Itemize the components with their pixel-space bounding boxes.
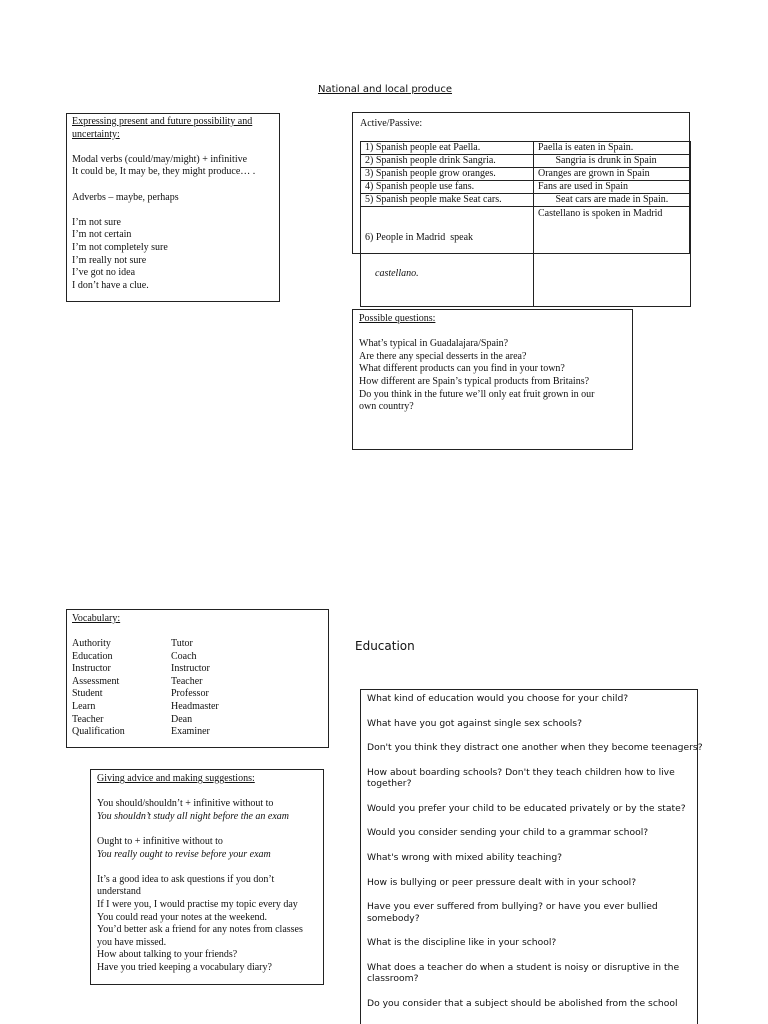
active-cell: 5) Spanish people make Seat cars.: [361, 194, 534, 207]
page-title: National and local produce: [318, 84, 453, 95]
education-question: [367, 901, 707, 924]
heading-line: uncertainty:: [72, 128, 120, 140]
education-question: [367, 998, 707, 1009]
vocab-word: Authority: [72, 638, 111, 649]
education-questions: [367, 693, 707, 1022]
vocab-word: Qualification: [72, 726, 125, 738]
question-line: What kind of education would you choose for your child?: [367, 693, 629, 704]
education-heading: Education: [355, 639, 415, 653]
education-question: [367, 742, 707, 753]
education-question: [367, 718, 707, 729]
advice-heading: Giving advice and making suggestions:: [97, 773, 255, 784]
passive-cell: Sangria is drunk in Spain: [534, 155, 691, 168]
modal-line: It could be, It may be, they might produce… .: [72, 166, 256, 178]
education-question: [367, 877, 707, 888]
question-line: Would you consider sending your child to a grammar school?: [367, 827, 649, 839]
vocab-word: Instructor: [171, 663, 210, 675]
vocab-word: Teacher: [171, 675, 203, 687]
advice-box: [90, 769, 324, 985]
advice-example: You shouldn’t study all night before the an exam: [97, 810, 290, 822]
question-line: own country?: [359, 401, 414, 413]
active-cell: 4) Spanish people use fans.: [361, 181, 534, 194]
advice-tip: you have missed.: [97, 936, 167, 948]
vocab-word: Coach: [171, 650, 197, 662]
vocab-word: Dean: [171, 713, 193, 725]
question-line: Would you prefer your child to be educated privately or by the state?: [367, 802, 686, 814]
question-line: Have you ever suffered from bullying? or have you ever bullied: [367, 901, 658, 913]
question-line: classroom?: [367, 973, 419, 985]
education-question: [367, 693, 707, 704]
active-cell: 1) Spanish people eat Paella.: [361, 142, 534, 155]
passive-cell: Paella is eaten in Spain.: [534, 142, 691, 155]
table-row: [361, 142, 691, 155]
education-question: [367, 852, 707, 863]
question-line: What is the discipline like in your school?: [367, 937, 557, 949]
advice-tip: If I were you, I would practise my topic every day: [97, 898, 298, 910]
active-passive-heading: Active/Passive:: [360, 118, 423, 129]
active-cell: [361, 207, 534, 307]
active-cell: 3) Spanish people grow oranges.: [361, 168, 534, 181]
possible-questions-box: [352, 309, 633, 450]
vocab-word: Education: [72, 650, 113, 662]
question-line: What have you got against single sex schools?: [367, 717, 582, 729]
phrase-item: I’ve got no idea: [72, 267, 136, 279]
vocab-word: Headmaster: [171, 700, 219, 712]
vocab-word: Assessment: [72, 675, 120, 687]
advice-tip: It’s a good idea to ask questions if you don’t: [97, 873, 275, 885]
passive-cell: Oranges are grown in Spain: [534, 168, 691, 181]
question-line: Do you think in the future we’ll only eat fruit grown in our: [359, 388, 595, 400]
advice-tip: understand: [97, 886, 141, 898]
phrase-item: I’m not sure: [72, 216, 121, 228]
phrase-item: I’m not certain: [72, 229, 132, 241]
vocab-word: Examiner: [171, 726, 210, 738]
question-line: Do you consider that a subject should be abolished from the school: [367, 997, 678, 1009]
education-question: [367, 803, 707, 814]
modal-line: Modal verbs (could/may/might) + infinitive: [72, 153, 248, 165]
question-line: What’s typical in Guadalajara/Spain?: [359, 338, 509, 350]
adverbs-line: Adverbs – maybe, perhaps: [72, 191, 179, 203]
vocab-word: Learn: [72, 700, 96, 712]
active-text: 6) People in Madrid speak: [365, 232, 474, 243]
table-row: [361, 207, 691, 307]
advice-rule: You should/shouldn’t + infinitive without to: [97, 798, 274, 810]
vocabulary-box: [66, 609, 329, 748]
table-row: [361, 181, 691, 194]
active-cell: 2) Spanish people drink Sangria.: [361, 155, 534, 168]
education-question: [367, 827, 707, 838]
question-line: Don't you think they distract one another when they become teenagers?: [367, 742, 703, 754]
question-line: together?: [367, 778, 412, 790]
question-line: What does a teacher do when a student is noisy or disruptive in the: [367, 961, 680, 973]
possibility-box: [66, 113, 280, 302]
possible-questions-heading: Possible questions:: [359, 313, 436, 324]
vocab-word: Professor: [171, 688, 209, 700]
passive-cell: Seat cars are made in Spain.: [534, 194, 691, 207]
advice-tip: Have you tried keeping a vocabulary diary?: [97, 961, 272, 973]
advice-tip: You’d better ask a friend for any notes from classes: [97, 924, 303, 936]
question-line: somebody?: [367, 912, 420, 924]
question-line: How different are Spain’s typical products from Britains?: [359, 375, 590, 387]
passive-cell: Fans are used in Spain: [534, 181, 691, 194]
active-passive-box: [352, 112, 690, 279]
advice-tip: You could read your notes at the weekend.: [97, 911, 268, 923]
heading-line: Expressing present and future possibility and: [72, 116, 253, 127]
vocab-word: Teacher: [72, 713, 104, 725]
vocab-word: Tutor: [171, 638, 193, 649]
education-question: [367, 962, 707, 985]
phrase-item: I’m really not sure: [72, 254, 147, 266]
advice-rule: Ought to + infinitive without to: [97, 835, 223, 847]
question-line: How is bullying or peer pressure dealt with in your school?: [367, 876, 637, 888]
vocabulary-column-2: [171, 638, 219, 739]
passive-cell: Castellano is spoken in Madrid: [534, 207, 691, 307]
table-row: [361, 194, 691, 207]
question-line: Are there any special desserts in the area?: [359, 350, 527, 362]
question-line: What different products can you find in your town?: [359, 363, 565, 375]
possibility-heading: [72, 116, 274, 141]
advice-example: You really ought to revise before your exam: [97, 848, 271, 860]
question-line: How about boarding schools? Don't they teach children how to live: [367, 766, 675, 778]
advice-tip: How about talking to your friends?: [97, 949, 238, 961]
education-question: [367, 937, 707, 948]
vocab-word: Student: [72, 688, 103, 700]
table-row: [361, 155, 691, 168]
vocabulary-heading: Vocabulary:: [72, 613, 121, 624]
question-line: What's wrong with mixed ability teaching?: [367, 851, 563, 863]
vocab-word: Instructor: [72, 663, 111, 675]
active-passive-table: [360, 141, 691, 307]
active-italic-text: castellano.: [375, 268, 419, 279]
phrase-item: I don’t have a clue.: [72, 279, 149, 291]
table-row: [361, 168, 691, 181]
vocabulary-column-1: [72, 638, 125, 739]
education-question: [367, 767, 707, 790]
phrase-item: I’m not completely sure: [72, 241, 168, 253]
